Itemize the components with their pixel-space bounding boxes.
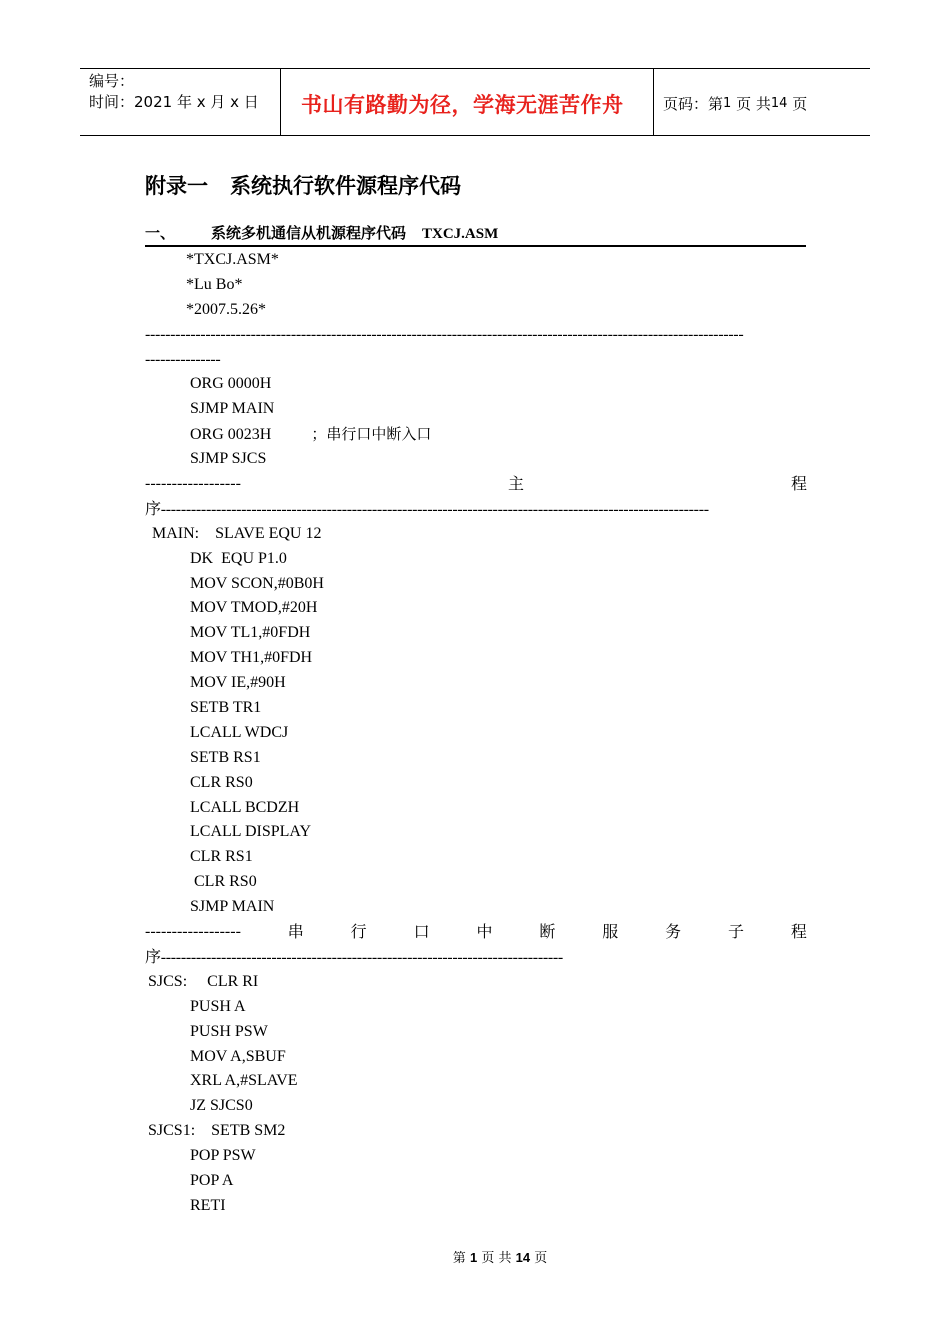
code-instr: CLR RI <box>207 972 259 990</box>
code-line: SJMP SJCS <box>190 450 267 468</box>
page-header <box>80 68 870 136</box>
code-line: PUSH PSW <box>190 1022 268 1040</box>
header-page-total: 14 <box>770 95 788 111</box>
code-line-labeled <box>0 970 950 995</box>
section-file: TXCJ.ASM <box>422 226 499 242</box>
header-page-info <box>654 69 870 135</box>
isr-divider-prefix: ------------------ <box>145 923 241 941</box>
code-line: *Lu Bo* <box>186 275 243 293</box>
code-label: MAIN: <box>152 524 200 542</box>
code-line: JZ SJCS0 <box>190 1097 253 1115</box>
code-line: POP A <box>190 1171 234 1189</box>
main-divider-char: 程 <box>790 474 807 494</box>
header-number-label: 编号： <box>89 72 135 90</box>
code-line: MOV SCON,#0B0H <box>190 574 324 592</box>
section-heading <box>145 222 806 247</box>
main-divider-char: 主 <box>507 474 524 494</box>
code-instr: SLAVE EQU 12 <box>215 524 322 542</box>
code-line: LCALL DISPLAY <box>190 823 312 841</box>
code-line: CLR RS1 <box>190 848 253 866</box>
code-instr: ORG 0023H <box>190 426 272 444</box>
footer-mid: 页 共 <box>481 1251 512 1266</box>
divider-line: ----------------------------------------------------------------------------------------------------------------------- <box>145 325 744 343</box>
code-line: SETB RS1 <box>190 748 261 766</box>
header-page-prefix: 页码：第 <box>663 94 724 113</box>
code-line: PUSH A <box>190 997 246 1015</box>
footer-page: 1 <box>469 1250 478 1265</box>
section-number: 一、 <box>145 224 176 242</box>
divider-line: --------------- <box>145 350 221 368</box>
code-line: MOV IE,#90H <box>190 674 286 692</box>
main-divider-tail <box>0 497 805 522</box>
isr-divider <box>0 920 950 945</box>
footer-suffix: 页 <box>534 1251 548 1266</box>
title-appendix: 附录一 <box>145 174 208 198</box>
main-divider-prefix: ------------------ <box>145 475 241 493</box>
code-line: LCALL BCDZH <box>190 798 300 816</box>
code-line: DK EQU P1.0 <box>190 549 287 567</box>
code-line: *2007.5.26* <box>186 300 266 318</box>
code-line: XRL A,#SLAVE <box>190 1072 298 1090</box>
main-divider-tail-char: 序 <box>145 498 161 518</box>
header-time-label: 时间：2021 年 x 月 x 日 <box>89 93 259 111</box>
code-line: MOV TH1,#0FDH <box>190 649 313 667</box>
code-line: MOV TMOD,#20H <box>190 599 318 617</box>
isr-divider-char: 口 <box>413 922 430 942</box>
code-line: MOV A,SBUF <box>190 1047 286 1065</box>
code-line: CLR RS0 <box>190 773 253 791</box>
code-line: POP PSW <box>190 1147 256 1165</box>
main-divider <box>0 472 950 497</box>
code-line: SJMP MAIN <box>190 898 275 916</box>
code-line: RETI <box>190 1196 226 1214</box>
isr-divider-char: 中 <box>476 922 493 942</box>
isr-divider-tail <box>0 945 805 970</box>
code-label: SJCS1: <box>148 1122 196 1140</box>
header-meta <box>80 69 281 135</box>
code-instr: SETB SM2 <box>211 1122 286 1140</box>
header-motto-cell <box>281 69 654 135</box>
code-line: CLR RS0 <box>194 873 257 891</box>
code-line: ORG 0000H <box>190 375 272 393</box>
header-page-suffix: 页 <box>792 94 808 113</box>
code-line: SETB TR1 <box>190 699 262 717</box>
isr-divider-char: 行 <box>350 922 367 942</box>
footer-total: 14 <box>515 1250 531 1265</box>
code-line-with-comment <box>0 422 950 447</box>
code-label: SJCS: <box>148 972 188 990</box>
isr-divider-tail-char: 序 <box>145 946 161 966</box>
code-line-labeled <box>0 522 950 547</box>
code-line: LCALL WDCJ <box>190 723 289 741</box>
title-text: 系统执行软件源程序代码 <box>230 174 461 198</box>
header-page-num: 1 <box>723 95 732 111</box>
isr-divider-char: 务 <box>665 922 682 942</box>
code-listing <box>0 248 950 1219</box>
code-line: *TXCJ.ASM* <box>186 251 279 268</box>
isr-divider-char: 串 <box>287 922 304 942</box>
page-title <box>145 170 461 200</box>
isr-divider-char: 断 <box>539 922 556 942</box>
code-line-labeled <box>0 1119 950 1144</box>
code-line: MOV TL1,#0FDH <box>190 624 311 642</box>
isr-divider-char: 程 <box>790 922 807 942</box>
code-line: SJMP MAIN <box>190 400 275 418</box>
section-text: 系统多机通信从机源程序代码 <box>211 224 407 242</box>
isr-divider-char: 子 <box>728 922 745 942</box>
isr-divider-char: 服 <box>602 922 619 942</box>
header-motto: 书山有路勤为径，学海无涯苦作舟 <box>301 93 624 117</box>
main-divider-tail-dashes: ------------------------------------------------------------------------------------------------------------- <box>160 500 709 518</box>
code-comment: ；串行口中断入口 <box>311 425 432 444</box>
footer-prefix: 第 <box>452 1251 466 1266</box>
isr-divider-tail-dashes: -------------------------------------------------------------------------------- <box>160 948 563 966</box>
header-page-mid: 页 共 <box>736 94 771 113</box>
page-footer <box>0 1247 950 1266</box>
